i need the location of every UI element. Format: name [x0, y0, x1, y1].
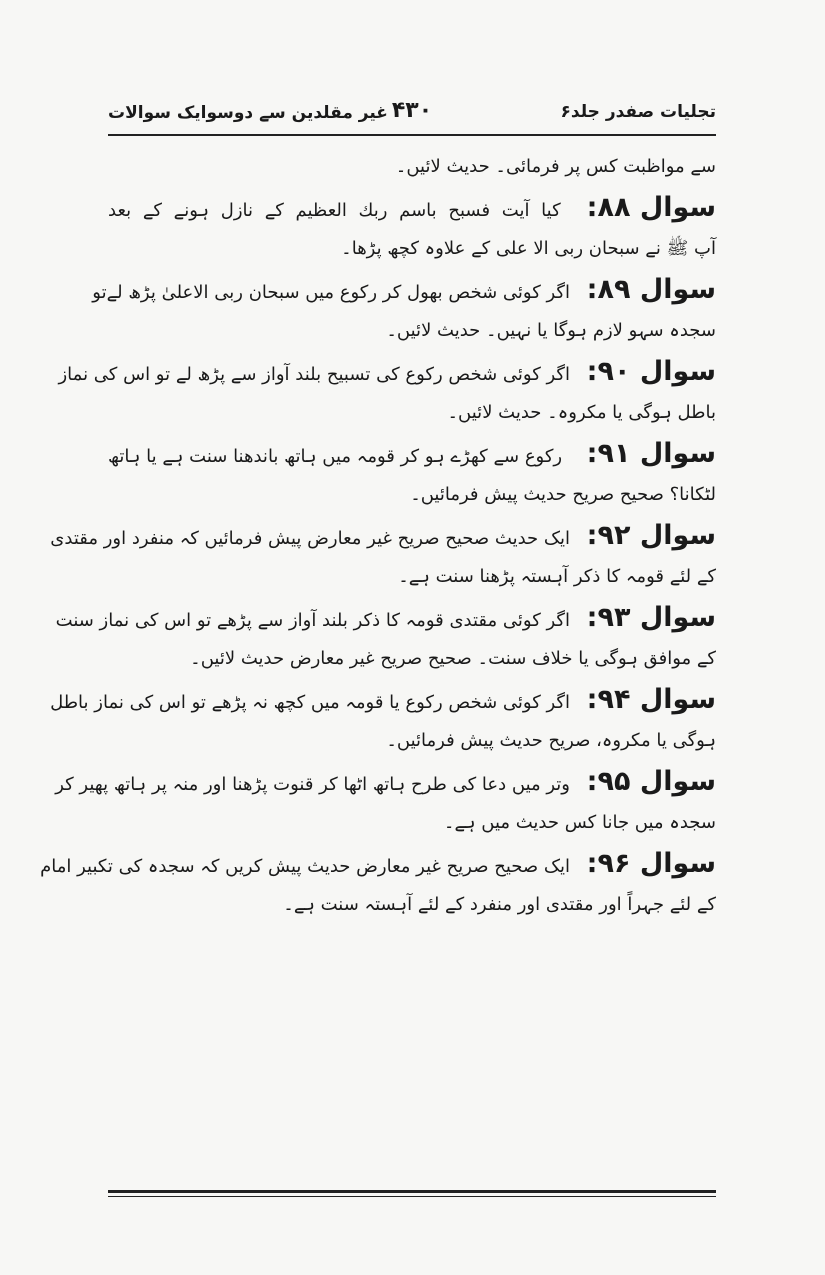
footer-rule-thin [108, 1196, 716, 1197]
question-text: اگر کوئی شخص رکوع کی تسبیح بلند آواز سے پڑھ لے تو اس کی نماز [58, 364, 570, 385]
question-text-continued: ہوگی یا مکروہ، صریح حدیث پیش فرمائیں۔ [386, 730, 716, 751]
chapter-title: غیر مقلدین سے دوسوایک سوالات [108, 103, 388, 123]
question-text: اگر کوئی مقتدی قومہ کا ذکر بلند آواز سے پڑھے تو اس کی نماز سنت [55, 610, 570, 631]
question-88 [108, 187, 716, 228]
book-title: تجلیات صفدر جلد۶ [560, 102, 716, 122]
question-text-continued: سجدہ سہو لازم ہوگا یا نہیں۔ حدیث لائیں۔ [386, 320, 716, 341]
question-text-continued: کے لئے جہراً اور مقتدی اور منفرد کے لئے آہستہ سنت ہے۔ [283, 894, 716, 915]
question-93 [55, 597, 716, 638]
question-label: سوال ۸۹: [586, 274, 716, 305]
question-text-continued: کے موافق ہوگی یا خلاف سنت۔ صحیح صریح غیر معارض حدیث لائیں۔ [190, 648, 716, 669]
question-text-continued: لٹکانا؟ صحیح صریح حدیث پیش فرمائیں۔ [410, 484, 716, 505]
question-text-continued: کے لئے قومہ کا ذکر آہستہ پڑھنا سنت ہے۔ [398, 566, 716, 587]
question-label: سوال ۹۰: [586, 356, 716, 387]
question-text: اگر کوئی شخص بھول کر رکوع میں سبحان ربی الاعلیٰ پڑھ لےتو [92, 282, 570, 303]
header-rule [108, 134, 716, 136]
question-text-continued: سجدہ میں جانا کس حدیث میں ہے۔ [443, 812, 716, 833]
question-label: سوال ۹۶: [586, 848, 716, 879]
question-label: سوال ۸۸: [586, 192, 716, 223]
question-94 [50, 679, 716, 720]
continuation-line: سے مواظبت کس پر فرمائی۔ حدیث لائیں۔ [395, 156, 716, 177]
question-label: سوال ۹۵: [586, 766, 716, 797]
questions-list [40, 146, 716, 925]
question-text: کیا آیت فسبح باسم ربك العظیم کے نازل ہونے کے بعد [108, 200, 561, 221]
question-label: سوال ۹۱: [586, 438, 716, 469]
question-96 [40, 843, 716, 884]
question-90 [58, 351, 716, 392]
page-header [108, 98, 716, 130]
question-91 [108, 433, 716, 474]
page-number: ۴۳۰ [391, 98, 433, 123]
question-text: اگر کوئی شخص رکوع یا قومہ میں کچھ نہ پڑھے تو اس کی نماز باطل [50, 692, 570, 713]
question-label: سوال ۹۲: [586, 520, 716, 551]
question-text-continued: باطل ہوگی یا مکروہ۔ حدیث لائیں۔ [447, 402, 716, 423]
question-text: وتر میں دعا کی طرح ہاتھ اٹھا کر قنوت پڑھنا اور منہ پر ہاتھ پھیر کر [55, 774, 570, 795]
question-text: ایک حدیث صحیح صریح غیر معارض پیش فرمائیں کہ منفرد اور مقتدی [50, 528, 570, 549]
question-text: رکوع سے کھڑے ہو کر قومہ میں ہاتھ باندھنا سنت ہے یا ہاتھ [108, 446, 563, 467]
question-95 [55, 761, 716, 802]
question-text: ایک صحیح صریح غیر معارض حدیث پیش کریں کہ سجدہ کی تکبیر امام [40, 856, 570, 877]
question-text-continued: آپ ﷺ نے سبحان ربی الا علی کے علاوہ کچھ پڑھا۔ [341, 238, 716, 259]
question-label: سوال ۹۳: [586, 602, 716, 633]
footer-rule-thick [108, 1190, 716, 1193]
question-89 [92, 269, 716, 310]
question-label: سوال ۹۴: [586, 684, 716, 715]
question-92 [50, 515, 716, 556]
